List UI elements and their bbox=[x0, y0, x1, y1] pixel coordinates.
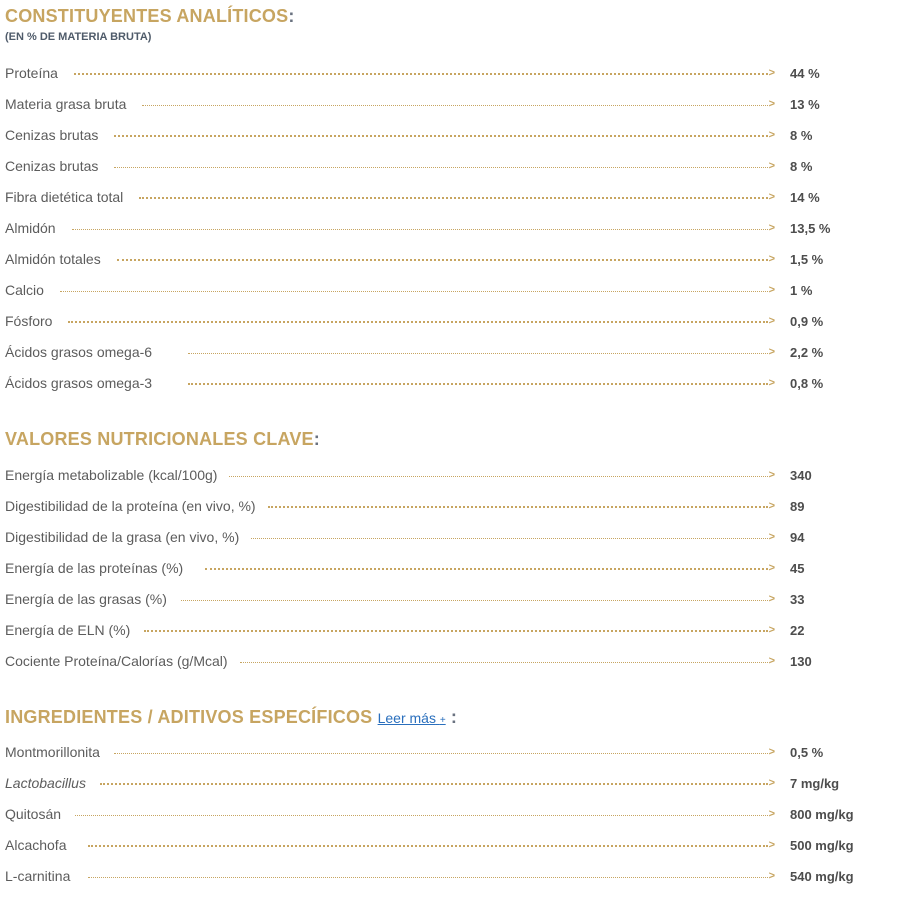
dotted-leader bbox=[75, 815, 768, 816]
dotted-leader bbox=[188, 353, 767, 354]
dotted-leader bbox=[100, 783, 768, 785]
row-value: 0,5 % bbox=[790, 744, 824, 760]
analytical-row bbox=[5, 187, 895, 207]
row-label: Almidón totales bbox=[5, 251, 101, 267]
read-more-label: Leer más bbox=[377, 710, 436, 726]
row-label: Energía de las proteínas (%) bbox=[5, 560, 184, 576]
row-label: Energía de ELN (%) bbox=[5, 622, 131, 638]
row-value: 1,5 % bbox=[790, 251, 824, 267]
ingredients-title-colon: : bbox=[450, 707, 458, 727]
row-label: Montmorillonita bbox=[5, 744, 100, 760]
dotted-leader bbox=[72, 229, 768, 230]
dotted-arrow-icon: > bbox=[768, 377, 775, 389]
dotted-leader bbox=[142, 105, 767, 106]
row-label: Calcio bbox=[5, 282, 44, 298]
dotted-arrow-icon: > bbox=[768, 624, 775, 636]
dotted-arrow-icon: > bbox=[768, 222, 775, 234]
row-value: 94 bbox=[790, 529, 805, 545]
row-value: 13,5 % bbox=[790, 220, 831, 236]
ingredients-section-title bbox=[5, 707, 457, 728]
row-label: Lactobacillus bbox=[5, 775, 86, 791]
row-label: Ácidos grasos omega-3 bbox=[5, 375, 153, 391]
row-value: 340 bbox=[790, 467, 812, 483]
analytical-title-colon: : bbox=[288, 6, 295, 26]
dotted-leader bbox=[60, 291, 768, 292]
row-value: 0,8 % bbox=[790, 375, 824, 391]
dotted-arrow-icon: > bbox=[768, 469, 775, 481]
row-label: Digestibilidad de la proteína (en vivo, %) bbox=[5, 498, 256, 514]
nutritional-row bbox=[5, 589, 895, 609]
row-label: Quitosán bbox=[5, 806, 62, 822]
analytical-row bbox=[5, 63, 895, 83]
nutritional-row bbox=[5, 465, 895, 485]
dotted-arrow-icon: > bbox=[768, 284, 775, 296]
analytical-row bbox=[5, 94, 895, 114]
dotted-arrow-icon: > bbox=[768, 531, 775, 543]
row-value: 8 % bbox=[790, 127, 813, 143]
row-label: Cenizas brutas bbox=[5, 158, 99, 174]
dotted-leader bbox=[188, 383, 767, 385]
dotted-leader bbox=[114, 753, 768, 754]
row-value: 44 % bbox=[790, 65, 820, 81]
nutritional-section-title bbox=[5, 429, 320, 450]
row-label: Alcachofa bbox=[5, 837, 67, 853]
dotted-arrow-icon: > bbox=[768, 67, 775, 79]
dotted-arrow-icon: > bbox=[768, 839, 775, 851]
analytical-row bbox=[5, 342, 895, 362]
dotted-leader bbox=[229, 476, 767, 477]
dotted-leader bbox=[240, 662, 768, 663]
row-value: 22 bbox=[790, 622, 805, 638]
dotted-arrow-icon: > bbox=[768, 129, 775, 141]
dotted-leader bbox=[268, 506, 768, 508]
row-value: 800 mg/kg bbox=[790, 806, 854, 822]
dotted-arrow-icon: > bbox=[768, 253, 775, 265]
dotted-leader bbox=[117, 259, 768, 261]
analytical-section-title bbox=[5, 6, 295, 27]
row-label: Ácidos grasos omega-6 bbox=[5, 344, 153, 360]
dotted-leader bbox=[144, 630, 767, 632]
row-label: Cociente Proteína/Calorías (g/Mcal) bbox=[5, 653, 228, 669]
dotted-arrow-icon: > bbox=[768, 870, 775, 882]
dotted-arrow-icon: > bbox=[768, 160, 775, 172]
dotted-arrow-icon: > bbox=[768, 315, 775, 327]
nutritional-row bbox=[5, 651, 895, 671]
dotted-arrow-icon: > bbox=[768, 191, 775, 203]
nutritional-row bbox=[5, 527, 895, 547]
row-value: 13 % bbox=[790, 96, 820, 112]
analytical-row bbox=[5, 311, 895, 331]
analytical-row bbox=[5, 218, 895, 238]
row-value: 8 % bbox=[790, 158, 813, 174]
row-value: 7 mg/kg bbox=[790, 775, 840, 791]
row-label: Energía metabolizable (kcal/100g) bbox=[5, 467, 218, 483]
analytical-row bbox=[5, 125, 895, 145]
ingredients-row bbox=[5, 835, 895, 855]
analytical-section-subtitle: (EN % DE MATERIA BRUTA) bbox=[5, 31, 152, 43]
dotted-leader bbox=[114, 167, 767, 168]
nutritional-row bbox=[5, 558, 895, 578]
dotted-arrow-icon: > bbox=[768, 562, 775, 574]
dotted-arrow-icon: > bbox=[768, 593, 775, 605]
row-label: Materia grasa bruta bbox=[5, 96, 127, 112]
dotted-leader bbox=[251, 538, 767, 539]
row-value: 2,2 % bbox=[790, 344, 824, 360]
ingredients-row bbox=[5, 742, 895, 762]
analytical-row bbox=[5, 280, 895, 300]
row-value: 45 bbox=[790, 560, 805, 576]
dotted-leader bbox=[88, 877, 767, 878]
dotted-arrow-icon: > bbox=[768, 346, 775, 358]
dotted-leader bbox=[68, 321, 767, 323]
plus-icon: + bbox=[439, 715, 446, 726]
dotted-arrow-icon: > bbox=[768, 655, 775, 667]
row-value: 500 mg/kg bbox=[790, 837, 854, 853]
dotted-leader bbox=[114, 135, 767, 137]
dotted-leader bbox=[139, 197, 767, 199]
dotted-leader bbox=[181, 600, 768, 601]
row-label: Almidón bbox=[5, 220, 56, 236]
row-label: L-carnitina bbox=[5, 868, 71, 884]
nutritional-title-text: VALORES NUTRICIONALES CLAVE bbox=[5, 429, 314, 449]
row-value: 130 bbox=[790, 653, 812, 669]
row-label: Fibra dietética total bbox=[5, 189, 124, 205]
row-label: Fósforo bbox=[5, 313, 53, 329]
dotted-arrow-icon: > bbox=[768, 500, 775, 512]
dotted-arrow-icon: > bbox=[768, 746, 775, 758]
analytical-title-text: CONSTITUYENTES ANALÍTICOS bbox=[5, 6, 289, 26]
row-value: 14 % bbox=[790, 189, 820, 205]
dotted-leader bbox=[74, 73, 768, 75]
ingredients-title-text: INGREDIENTES / ADITIVOS ESPECÍFICOS bbox=[5, 707, 373, 727]
dotted-arrow-icon: > bbox=[768, 808, 775, 820]
row-value: 540 mg/kg bbox=[790, 868, 854, 884]
analytical-row bbox=[5, 249, 895, 269]
nutritional-row bbox=[5, 620, 895, 640]
row-value: 0,9 % bbox=[790, 313, 824, 329]
read-more-link[interactable] bbox=[378, 710, 446, 726]
analytical-row bbox=[5, 156, 895, 176]
row-label: Energía de las grasas (%) bbox=[5, 591, 167, 607]
ingredients-row bbox=[5, 804, 895, 824]
row-label: Cenizas brutas bbox=[5, 127, 99, 143]
nutritional-title-colon: : bbox=[313, 429, 320, 449]
dotted-arrow-icon: > bbox=[768, 777, 775, 789]
analytical-row bbox=[5, 373, 895, 393]
dotted-leader bbox=[205, 568, 767, 570]
row-label: Proteína bbox=[5, 65, 58, 81]
ingredients-row bbox=[5, 866, 895, 886]
dotted-leader bbox=[88, 845, 767, 847]
nutritional-row bbox=[5, 496, 895, 516]
row-value: 33 bbox=[790, 591, 805, 607]
dotted-arrow-icon: > bbox=[768, 98, 775, 110]
row-value: 1 % bbox=[790, 282, 813, 298]
ingredients-row bbox=[5, 773, 895, 793]
row-value: 89 bbox=[790, 498, 805, 514]
row-label: Digestibilidad de la grasa (en vivo, %) bbox=[5, 529, 240, 545]
